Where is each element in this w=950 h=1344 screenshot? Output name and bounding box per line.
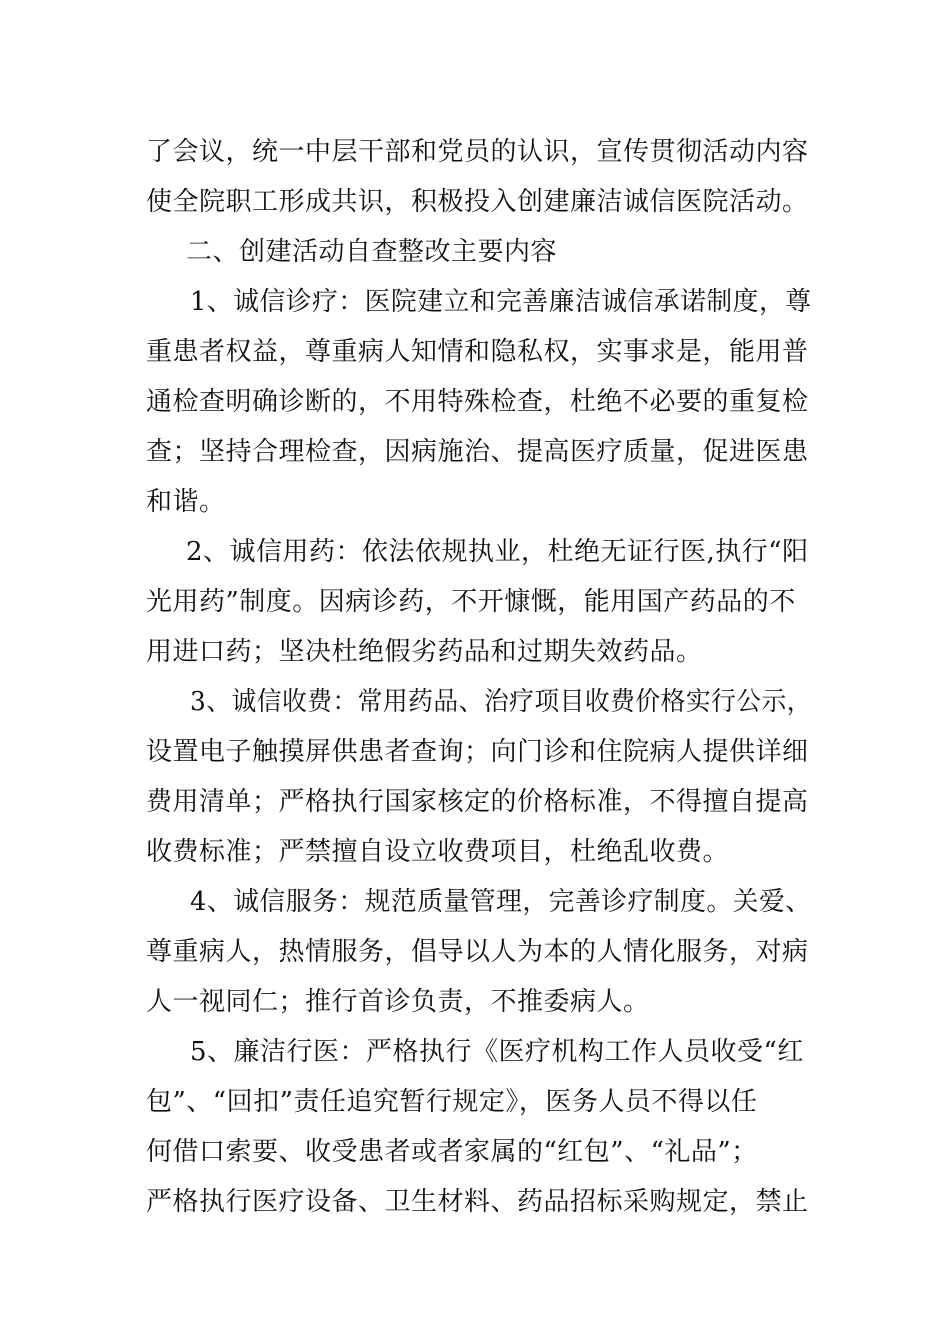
text-line: 和谐。 [146,487,226,517]
text-line: 4、诚信服务：规范质量管理，完善诊疗制度。关爱、 [190,887,812,917]
text-line: 尊重病人，热情服务，倡导以人为本的人情化服务，对病 [146,937,809,967]
text-line: 3、诚信收费：常用药品、治疗项目收费价格实行公示， [190,687,813,717]
text-line: 查；坚持合理检查，因病施治、提高医疗质量，促进医患 [146,437,809,467]
text-line: 何借口索要、收受患者或者家属的“红包”、“礼品”； [146,1137,758,1167]
section-heading: 二、创建活动自查整改主要内容 [186,237,558,267]
text-line: 2、诚信用药：依法依规执业，杜绝无证行医,执行“阳 [186,537,809,567]
text-line: 重患者权益，尊重病人知情和隐私权，实事求是，能用普 [146,337,809,367]
text-line: 1、诚信诊疗：医院建立和完善廉洁诚信承诺制度，尊 [190,287,812,317]
text-line: 严格执行医疗设备、卫生材料、药品招标采购规定，禁止 [146,1187,809,1217]
text-line: 包”、“回扣”责任追究暂行规定》，医务人员不得以任 [146,1087,758,1117]
text-line: 人一视同仁；推行首诊负责，不推委病人。 [146,987,650,1017]
text-line: 5、廉洁行医：严格执行《医疗机构工作人员收受“红 [190,1037,804,1067]
text-line: 通检查明确诊断的，不用特殊检查，杜绝不必要的重复检 [146,387,809,417]
text-line: 使全院职工形成共识，积极投入创建廉洁诚信医院活动。 [146,187,809,217]
text-line: 收费标准；严禁擅自设立收费项目，杜绝乱收费。 [146,837,730,867]
text-line: 了会议，统一中层干部和党员的认识，宣传贯彻活动内容 [146,137,809,167]
text-line: 光用药”制度。因病诊药，不开慷慨，能用国产药品的不 [146,587,796,617]
text-line: 用进口药；坚决杜绝假劣药品和过期失效药品。 [146,637,703,667]
text-line: 费用清单；严格执行国家核定的价格标准，不得擅自提高 [146,787,809,817]
text-line: 设置电子触摸屏供患者查询；向门诊和住院病人提供详细 [146,737,809,767]
